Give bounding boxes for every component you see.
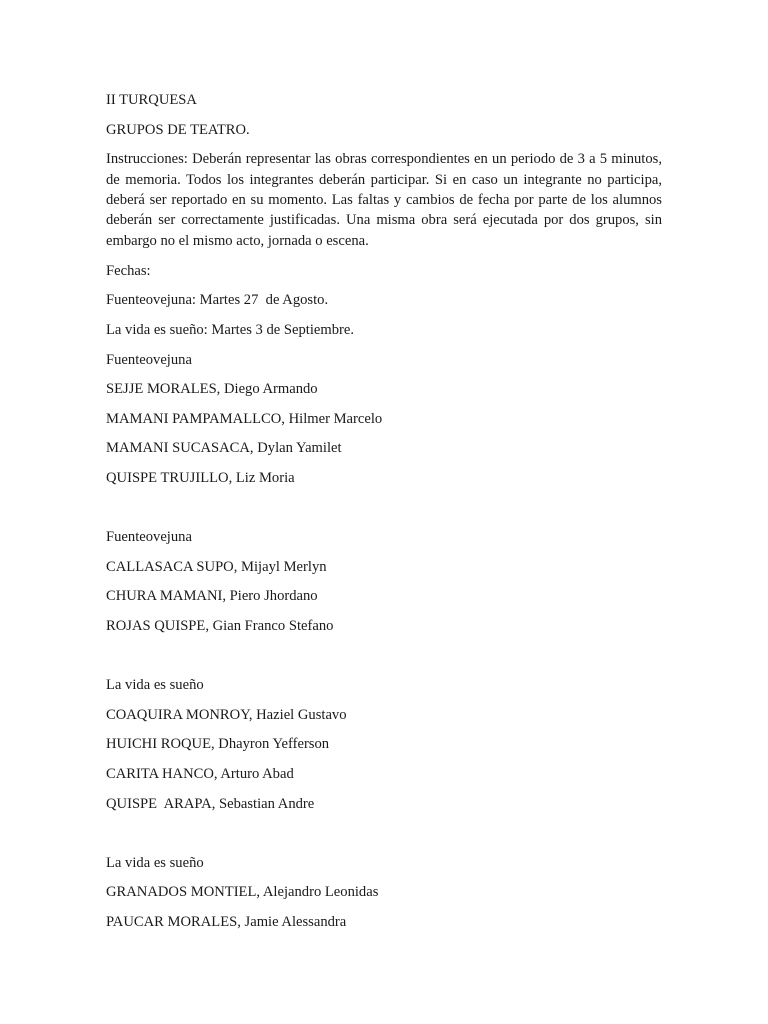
instructions-line: de memoria. Todos los integrantes deberán participar. Si en caso un integrante no participa, <box>106 171 662 188</box>
group-4 <box>106 853 662 932</box>
group-2 <box>106 527 662 636</box>
group-play-title: La vida es sueño <box>106 854 204 871</box>
group-member: GRANADOS MONTIEL, Alejandro Leonidas <box>106 884 379 901</box>
group-member: CHURA MAMANI, Piero Jhordano <box>106 588 318 605</box>
group-3 <box>106 675 662 813</box>
instructions-line: deberán ser correctamente justificadas. Una misma obra será ejecutada por dos grupos, sin <box>106 212 662 229</box>
group-1 <box>106 350 662 488</box>
instructions-paragraph <box>106 149 662 251</box>
group-member: CALLASACA SUPO, Mijayl Merlyn <box>106 558 327 575</box>
group-play-title: Fuenteovejuna <box>106 529 192 546</box>
group-member: MAMANI PAMPAMALLCO, Hilmer Marcelo <box>106 410 383 427</box>
document-heading: GRUPOS DE TEATRO. <box>106 121 250 138</box>
date-entry: Fuenteovejuna: Martes 27 de Agosto. <box>106 292 329 309</box>
group-member: PAUCAR MORALES, Jamie Alessandra <box>106 913 347 930</box>
group-member: ROJAS QUISPE, Gian Franco Stefano <box>106 617 334 634</box>
class-line: II TURQUESA <box>106 92 197 108</box>
group-member: CARITA HANCO, Arturo Abad <box>106 765 294 782</box>
dates-label: Fechas: <box>106 262 151 279</box>
group-member: HUICHI ROQUE, Dhayron Yefferson <box>106 736 330 753</box>
group-member: QUISPE ARAPA, Sebastian Andre <box>106 795 315 812</box>
group-spacer <box>106 823 662 853</box>
instructions-line: Instrucciones: Deberán representar las obras correspondientes en un periodo de 3 a 5 minutos, <box>106 151 662 168</box>
instructions-line: deberá ser reportado en su momento. Las faltas y cambios de fecha por parte de los alumnos <box>106 192 662 208</box>
group-member: QUISPE TRUJILLO, Liz Moria <box>106 469 295 486</box>
date-entry: La vida es sueño: Martes 3 de Septiembre. <box>106 322 355 338</box>
instructions-line: embargo no el mismo acto, jornada o escena. <box>106 232 369 249</box>
group-play-title: Fuenteovejuna <box>106 351 192 368</box>
group-spacer <box>106 498 662 528</box>
group-play-title: La vida es sueño <box>106 677 204 694</box>
group-member: SEJJE MORALES, Diego Armando <box>106 381 318 398</box>
document-page <box>106 90 662 941</box>
group-spacer <box>106 646 662 676</box>
group-member: MAMANI SUCASACA, Dylan Yamilet <box>106 440 342 457</box>
group-member: COAQUIRA MONROY, Haziel Gustavo <box>106 706 347 723</box>
